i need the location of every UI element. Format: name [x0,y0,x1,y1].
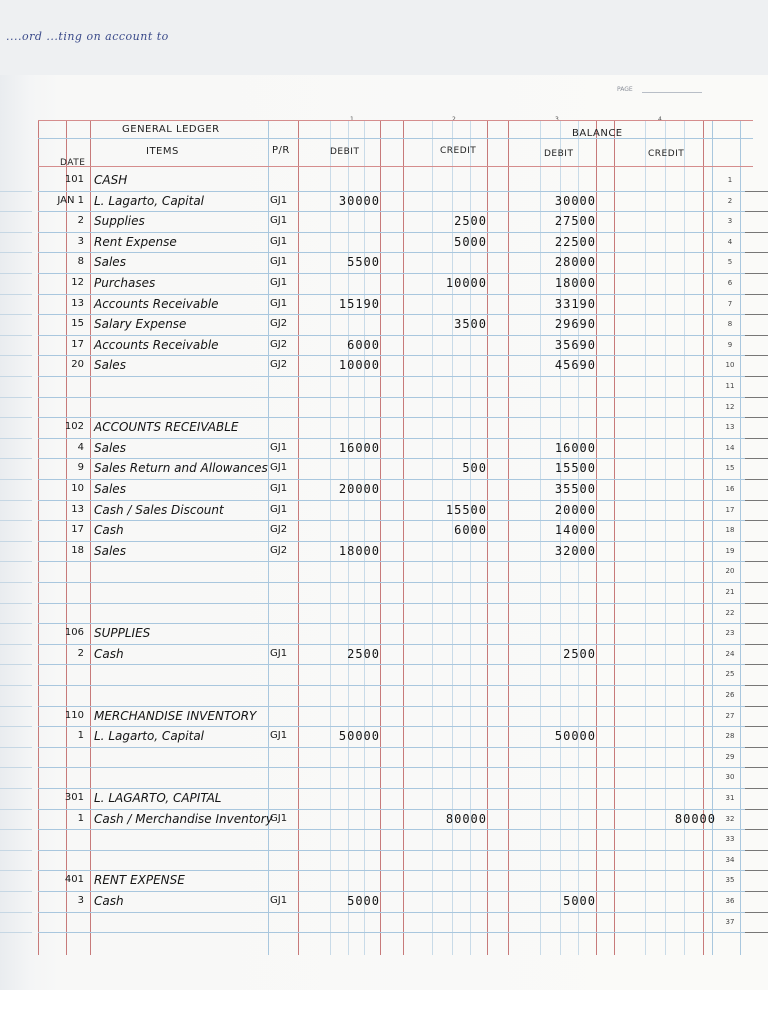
entry-balance-debit: 33190 [554,296,596,311]
row-rule [38,355,753,356]
entry-item: Cash [94,523,124,538]
entry-balance-debit: 29690 [554,317,596,332]
entry-date: 20 [71,359,84,371]
row-number: 34 [725,855,735,864]
row-rule [38,417,753,418]
entry-balance-debit: 32000 [554,543,596,558]
date-header: DATE [60,158,86,168]
row-rule [38,273,753,274]
prev-page-rule [0,355,32,356]
entry-pr: GJ2 [270,359,288,371]
margin-tick [745,561,768,562]
prev-page-rule [0,273,32,274]
entry-date: 4 [77,441,84,453]
prev-page-rule [0,767,32,768]
entry-balance-debit: 14000 [554,523,596,538]
row-rule [38,541,753,542]
entry-pr: GJ1 [270,256,288,268]
row-number: 16 [725,485,735,493]
row-number: 29 [725,752,735,761]
prev-page-rule [0,294,32,295]
entry-date: 12 [71,277,84,288]
row-number: 37 [725,917,735,926]
row-number: 22 [725,608,735,617]
entry-debit: 18000 [338,543,380,558]
row-rule [38,788,753,789]
entry-balance-debit: 5000 [563,894,596,908]
row-rule [38,582,753,583]
row-number: 18 [725,526,735,535]
entry-item: Cash [94,894,124,908]
pr-header: P/R [272,145,290,156]
prev-page-rule [0,314,32,315]
row-number: 26 [725,691,735,699]
entry-date: 9 [77,462,84,474]
row-rule [38,603,753,604]
margin-tick [745,706,768,707]
entry-balance-debit: 20000 [554,502,596,517]
prev-page-rule [0,891,32,892]
row-number: 36 [725,897,735,905]
prev-page-rule [0,232,32,233]
margin-tick [745,273,768,274]
entry-item: Cash / Sales Discount [94,502,224,517]
row-rule [38,850,753,851]
row-rule [38,294,753,295]
margin-tick [745,479,768,480]
entry-debit: 5000 [347,894,380,908]
entry-debit: 20000 [338,482,380,496]
entry-debit: 6000 [347,337,380,352]
margin-tick [745,335,768,336]
entry-date: 1 [77,730,84,742]
row-number: 10 [725,361,735,370]
margin-tick [745,520,768,521]
row-rule [38,458,753,459]
items-header: ITEMS [146,146,179,157]
row-number: 6 [727,279,733,287]
margin-tick [745,500,768,501]
credit-header: CREDIT [440,146,477,156]
balance-credit-header: CREDIT [648,149,685,159]
entry-item: Sales [94,358,126,373]
margin-tick [745,417,768,418]
margin-tick [745,603,768,604]
prev-page-rule [0,870,32,871]
row-number: 30 [725,773,735,782]
margin-tick [745,747,768,748]
row-number: 9 [727,340,733,349]
row-rule [38,397,753,398]
entry-balance-debit: 27500 [554,214,596,229]
prev-page-rule [0,252,32,253]
entry-pr: GJ2 [270,524,288,536]
entry-date: 15 [71,318,84,330]
row-rule [38,932,753,933]
entry-pr: GJ1 [270,812,288,824]
entry-pr: GJ1 [270,235,288,247]
prev-page-rule [0,479,32,480]
row-number: 24 [725,649,735,658]
entry-item: Sales [94,440,126,455]
prev-page-rule [0,850,32,851]
prev-page-rule [0,809,32,810]
prev-page-rule [0,706,32,707]
entry-balance-credit: 80000 [674,811,716,826]
entry-date: 3 [77,895,84,906]
entry-item: ACCOUNTS RECEIVABLE [94,420,239,435]
entry-date: 17 [71,524,84,536]
margin-tick [745,438,768,439]
entry-pr: GJ1 [270,503,288,515]
entry-pr: GJ2 [270,544,288,556]
entry-credit: 6000 [454,523,487,538]
prev-page-rule [0,397,32,398]
row-number: 7 [727,299,733,308]
row-rule [38,912,753,913]
margin-tick [745,582,768,583]
entry-item: Accounts Receivable [94,296,219,311]
margin-tick [745,355,768,356]
margin-tick [745,644,768,645]
row-number: 15 [725,464,735,473]
prev-page-rule [0,788,32,789]
entry-debit: 5500 [347,255,380,270]
previous-page-note: ....ord ...ting on account to [6,30,169,43]
row-rule [38,314,753,315]
margin-tick [745,932,768,933]
row-rule [38,438,753,439]
prev-page-rule [0,644,32,645]
entry-balance-debit: 2500 [563,646,596,661]
prev-page-rule [0,541,32,542]
row-number: 3 [727,217,733,226]
entry-item: Supplies [94,214,145,229]
entry-pr: GJ1 [270,483,288,494]
row-number: 23 [725,629,735,638]
row-number: 35 [725,876,735,885]
entry-date: 401 [64,874,84,886]
entry-date: 13 [71,503,84,515]
entry-debit: 2500 [347,646,380,661]
previous-page-strip [0,0,768,75]
margin-tick [745,829,768,830]
margin-tick [745,232,768,233]
entry-date: 3 [77,235,84,247]
row-number: 28 [725,732,735,741]
row-number: 33 [725,835,735,844]
row-rule [38,232,753,233]
entry-balance-debit: 18000 [554,276,596,290]
margin-tick [745,870,768,871]
column-number-2: 2 [452,116,456,123]
entry-date: 1 [77,812,84,824]
header-rule [38,120,753,121]
prev-page-rule [0,211,32,212]
entry-item: Rent Expense [94,234,177,249]
margin-tick [745,294,768,295]
row-number: 25 [725,670,735,679]
entry-credit: 80000 [445,811,487,826]
prev-page-rule [0,582,32,583]
row-number: 4 [727,237,733,246]
entry-date: 301 [64,792,84,803]
debit-header: DEBIT [330,147,360,157]
row-rule [38,252,753,253]
prev-page-rule [0,603,32,604]
margin-tick [745,211,768,212]
entry-item: CASH [94,173,128,187]
row-rule [38,809,753,810]
margin-tick [745,458,768,459]
entry-pr: GJ1 [270,297,288,309]
prev-page-rule [0,747,32,748]
entry-date: 18 [71,544,84,556]
entry-balance-debit: 30000 [554,193,596,208]
row-number: 2 [727,196,733,205]
row-number: 27 [725,711,735,720]
entry-credit: 500 [462,461,487,476]
row-rule [38,726,753,727]
entry-item: Accounts Receivable [94,337,219,352]
margin-tick [745,850,768,851]
balance-header: BALANCE [572,128,623,139]
balance-debit-header: DEBIT [544,149,574,159]
row-rule [38,747,753,748]
row-number: 21 [725,588,735,596]
entry-balance-debit: 45690 [554,358,596,373]
row-number: 1 [727,176,733,184]
row-rule [38,664,753,665]
prev-page-rule [0,829,32,830]
page-number-line [642,92,702,93]
entry-debit: 10000 [338,358,380,373]
entry-credit: 5000 [454,234,487,249]
entry-date: 13 [71,297,84,309]
entry-item: L. Lagarto, Capital [94,193,205,208]
row-number: 12 [725,402,735,411]
entry-balance-debit: 50000 [554,729,596,744]
margin-tick [745,541,768,542]
row-rule [38,479,753,480]
margin-tick [745,397,768,398]
entry-debit: 30000 [338,193,380,208]
entry-pr: GJ1 [270,277,288,288]
margin-tick [745,912,768,913]
entry-balance-debit: 35690 [554,337,596,352]
margin-tick [745,685,768,686]
page-label: PAGE [617,86,633,93]
row-number: 20 [725,567,735,576]
entry-pr: GJ1 [270,462,288,474]
column-number-3: 3 [555,116,559,123]
prev-page-rule [0,561,32,562]
row-number: 32 [725,814,735,823]
entry-item: Cash / Merchandise Inventory [94,811,273,826]
entry-date: 17 [71,338,84,350]
entry-item: Sales Return and Allowances [94,461,268,476]
prev-page-rule [0,664,32,665]
margin-tick [745,726,768,727]
entry-balance-debit: 22500 [554,234,596,249]
entry-pr: GJ1 [270,647,288,659]
row-rule [38,520,753,521]
entry-date: JAN 1 [57,194,84,206]
row-rule [38,376,753,377]
entry-balance-debit: 15500 [554,461,596,476]
entry-date: 106 [64,627,84,639]
row-rule [38,191,753,192]
prev-page-rule [0,912,32,913]
entry-debit: 50000 [338,729,380,744]
margin-tick [745,314,768,315]
entry-date: 10 [71,483,84,494]
margin-tick [745,191,768,192]
entry-pr: GJ1 [270,895,288,906]
entry-item: MERCHANDISE INVENTORY [94,708,257,723]
row-number: 13 [725,423,735,432]
row-number: 19 [725,546,735,555]
entry-date: 101 [64,174,84,185]
margin-tick [745,788,768,789]
entry-date: 110 [64,709,84,721]
prev-page-rule [0,376,32,377]
entry-item: Salary Expense [94,317,187,332]
row-number: 8 [727,320,733,329]
row-rule [38,335,753,336]
entry-balance-debit: 35500 [554,482,596,496]
background-below-page [0,990,768,1024]
margin-tick [745,891,768,892]
margin-tick [745,252,768,253]
ledger-title: GENERAL LEDGER [122,124,220,135]
row-rule [38,623,753,624]
row-rule [38,870,753,871]
margin-tick [745,376,768,377]
prev-page-rule [0,458,32,459]
entry-item: Purchases [94,276,156,290]
row-rule [38,211,753,212]
entry-pr: GJ1 [270,215,288,227]
row-rule [38,561,753,562]
row-number: 31 [725,794,735,802]
column-number-4: 4 [658,116,662,123]
row-rule [38,706,753,707]
header-rule [38,166,753,167]
prev-page-rule [0,500,32,501]
row-rule [38,767,753,768]
header-rule [38,138,753,139]
prev-page-rule [0,932,32,933]
margin-tick [745,623,768,624]
entry-date: 8 [77,256,84,268]
prev-page-rule [0,417,32,418]
row-number: 5 [727,258,733,267]
prev-page-rule [0,726,32,727]
entry-debit: 15190 [338,296,380,311]
margin-tick [745,809,768,810]
entry-pr: GJ1 [270,730,288,742]
entry-date: 2 [77,215,84,227]
prev-page-rule [0,520,32,521]
prev-page-rule [0,438,32,439]
prev-page-rule [0,623,32,624]
entry-debit: 16000 [338,440,380,455]
prev-page-rule [0,685,32,686]
entry-balance-debit: 16000 [554,440,596,455]
margin-tick [745,767,768,768]
entry-date: 2 [77,647,84,659]
entry-date: 102 [64,421,84,433]
entry-item: Cash [94,646,124,661]
entry-credit: 2500 [454,214,487,229]
entry-credit: 15500 [445,502,487,517]
entry-credit: 3500 [454,317,487,332]
entry-pr: GJ2 [270,318,288,330]
row-number: 17 [725,505,735,514]
entry-balance-debit: 28000 [554,255,596,270]
entry-pr: GJ1 [270,441,288,453]
entry-credit: 10000 [445,276,487,290]
entry-item: Sales [94,255,126,270]
row-rule [38,644,753,645]
margin-tick [745,664,768,665]
entry-item: SUPPLIES [94,626,151,641]
prev-page-rule [0,191,32,192]
row-rule [38,500,753,501]
entry-item: RENT EXPENSE [94,873,185,888]
entry-item: L. Lagarto, Capital [94,729,205,744]
row-number: 11 [725,382,735,390]
row-rule [38,685,753,686]
column-number-1: 1 [350,116,354,123]
row-number: 14 [725,443,735,452]
row-rule [38,829,753,830]
entry-pr: GJ1 [270,194,288,206]
entry-item: Sales [94,482,126,496]
entry-item: Sales [94,543,126,558]
entry-item: L. LAGARTO, CAPITAL [94,791,222,805]
row-rule [38,891,753,892]
prev-page-rule [0,335,32,336]
entry-pr: GJ2 [270,338,288,350]
